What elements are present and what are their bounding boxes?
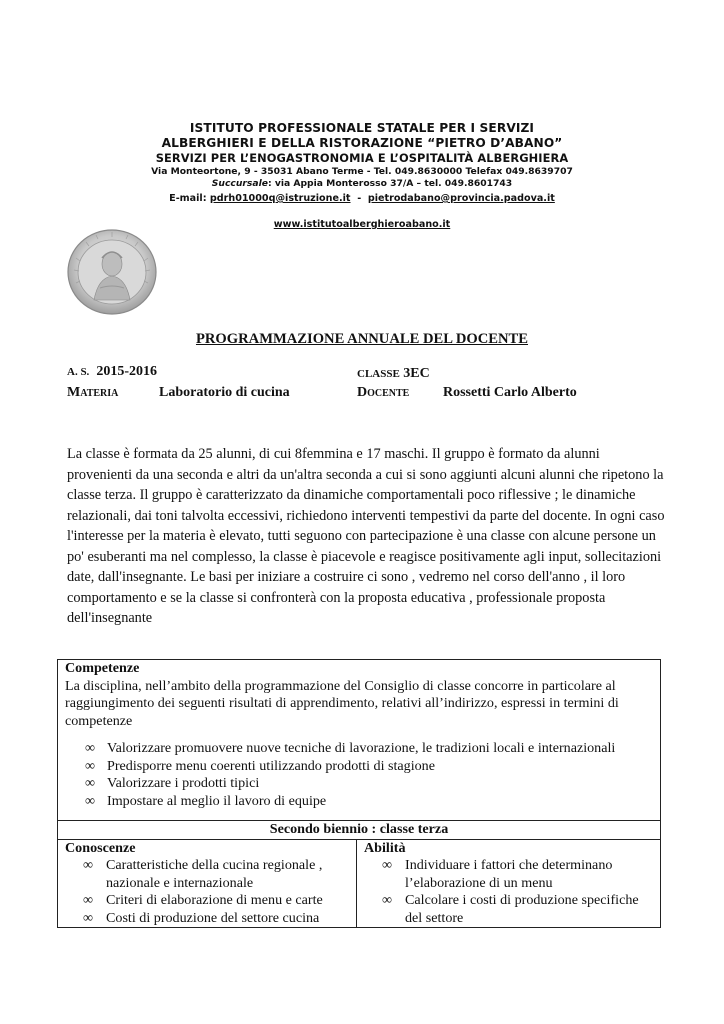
docente-info: [357, 385, 409, 401]
email-label: E-mail:: [169, 193, 210, 204]
class-description: La classe è formata da 25 alunni, di cui 8femmina e 17 maschi. Il gruppo è formato da alunni provenienti da una seconda e altri da un'altra seconda a cui si sono aggiunti alcuni alunni che ripetono la classe terza. Il gruppo è caratterizzato da dinamiche comportamentali poco riflessive ; le dinamiche relazionali, dai toni talvolta eccessivi, richiedono interventi tempestivi da parte del docente. In ogni caso l'interesse per la materia è elevato, tutti seguono con partecipazione è una classe con alcune persone un po' esuberanti ma nel complesso, la classe è piacevole e reagisce positivamente agli input, sollecitazioni date, dall'insegnante. Le basi per iniziare a costruire ci sono , vedremo nel corso dell'anno , il loro comportamento e se la classe si confronterà con la proposta educativa , professionale proposta dell'insegnante: [67, 446, 665, 626]
header-email: [0, 192, 724, 206]
abilita-cell: [357, 839, 661, 928]
header-address: Via Monteortone, 9 - 35031 Abano Terme - Tel. 049.8630000 Telefax 049.8639707: [151, 166, 573, 177]
document-title: PROGRAMMAZIONE ANNUALE DEL DOCENTE: [195, 331, 529, 347]
list-item: ∞ Criteri di elaborazione di menu e carte: [83, 892, 323, 908]
competenze-cell: [58, 660, 661, 821]
list-item: ∞ Impostare al meglio il lavoro di equipe: [85, 792, 327, 809]
list-item: ∞ Valorizzare i prodotti tipici: [85, 775, 260, 791]
classe-value: 3EC: [403, 366, 430, 381]
conoscenze-title: Conoscenze: [65, 839, 136, 856]
header-line-3: SERVIZI PER L’ENOGASTRONOMIA E L’OSPITALITÀ ALBERGHIERA: [155, 151, 569, 165]
list-item: ∞ Calcolare i costi di produzione specifiche del settore: [382, 892, 639, 926]
list-item: ∞ Predisporre menu coerenti utilizzando prodotti di stagione: [85, 757, 435, 774]
infinity-bullet-icon: ∞: [382, 892, 393, 908]
list-item: ∞ Costi di produzione del settore cucina: [83, 909, 320, 926]
materia-value: Laboratorio di cucina: [159, 385, 290, 400]
as-value: 2015-2016: [96, 364, 157, 379]
school-header: [0, 121, 724, 206]
infinity-bullet-icon: ∞: [85, 740, 96, 756]
conoscenze-list: [65, 857, 349, 927]
header-line-2: ALBERGHIERI E DELLA RISTORAZIONE “PIETRO D’ABANO”: [161, 136, 563, 150]
infinity-bullet-icon: ∞: [83, 857, 94, 873]
email-link-1[interactable]: pdrh01000q@istruzione.it: [209, 193, 351, 204]
list-item: ∞ Valorizzare promuovere nuove tecniche di lavorazione, le tradizioni locali e internazionali: [85, 740, 616, 756]
classe-info: [357, 366, 430, 382]
as-label: A. S.: [67, 366, 90, 378]
header-succursale: [0, 178, 724, 190]
succursale-text: : via Appia Monterosso 37/A – tel. 049.8601743: [267, 178, 513, 189]
materia-info: [67, 385, 118, 401]
competenze-table: [57, 659, 661, 928]
website-link[interactable]: www.istitutoalberghieroabano.it: [273, 219, 451, 230]
email-link-2[interactable]: pietrodabano@provincia.padova.it: [367, 193, 555, 204]
abilita-list: [364, 857, 653, 927]
list-item: ∞ Caratteristiche della cucina regionale , nazionale e internazionale: [83, 857, 323, 891]
anno-scolastico: [67, 364, 157, 380]
infinity-bullet-icon: ∞: [382, 857, 393, 873]
infinity-bullet-icon: ∞: [85, 775, 96, 791]
abilita-title: Abilità: [364, 839, 406, 856]
infinity-bullet-icon: ∞: [85, 792, 96, 809]
section-title: Secondo biennio : classe terza: [58, 821, 661, 840]
infinity-bullet-icon: ∞: [83, 909, 94, 926]
docente-label: Docente: [357, 385, 410, 400]
classe-label: CLASSE: [357, 368, 400, 380]
conoscenze-cell: [58, 839, 357, 928]
infinity-bullet-icon: ∞: [83, 892, 94, 908]
infinity-bullet-icon: ∞: [85, 757, 96, 774]
email-separator: -: [350, 193, 368, 204]
competenze-list: [65, 740, 653, 810]
competenze-title: Competenze: [65, 660, 140, 676]
materia-label: Materia: [67, 385, 119, 400]
list-item: ∞ Individuare i fattori che determinano l’elaborazione di un menu: [382, 857, 613, 891]
competenze-intro: La disciplina, nell’ambito della programmazione del Consiglio di classe concorre in particolare al raggiungimento dei seguenti risultati di apprendimento, relativi all’indirizzo, espressi in termini di competenze: [65, 677, 619, 729]
header-line-1: ISTITUTO PROFESSIONALE STATALE PER I SERVIZI: [189, 121, 535, 135]
succursale-label: Succursale: [211, 178, 268, 189]
docente-value: Rossetti Carlo Alberto: [443, 385, 577, 400]
school-seal-logo: [66, 228, 158, 316]
